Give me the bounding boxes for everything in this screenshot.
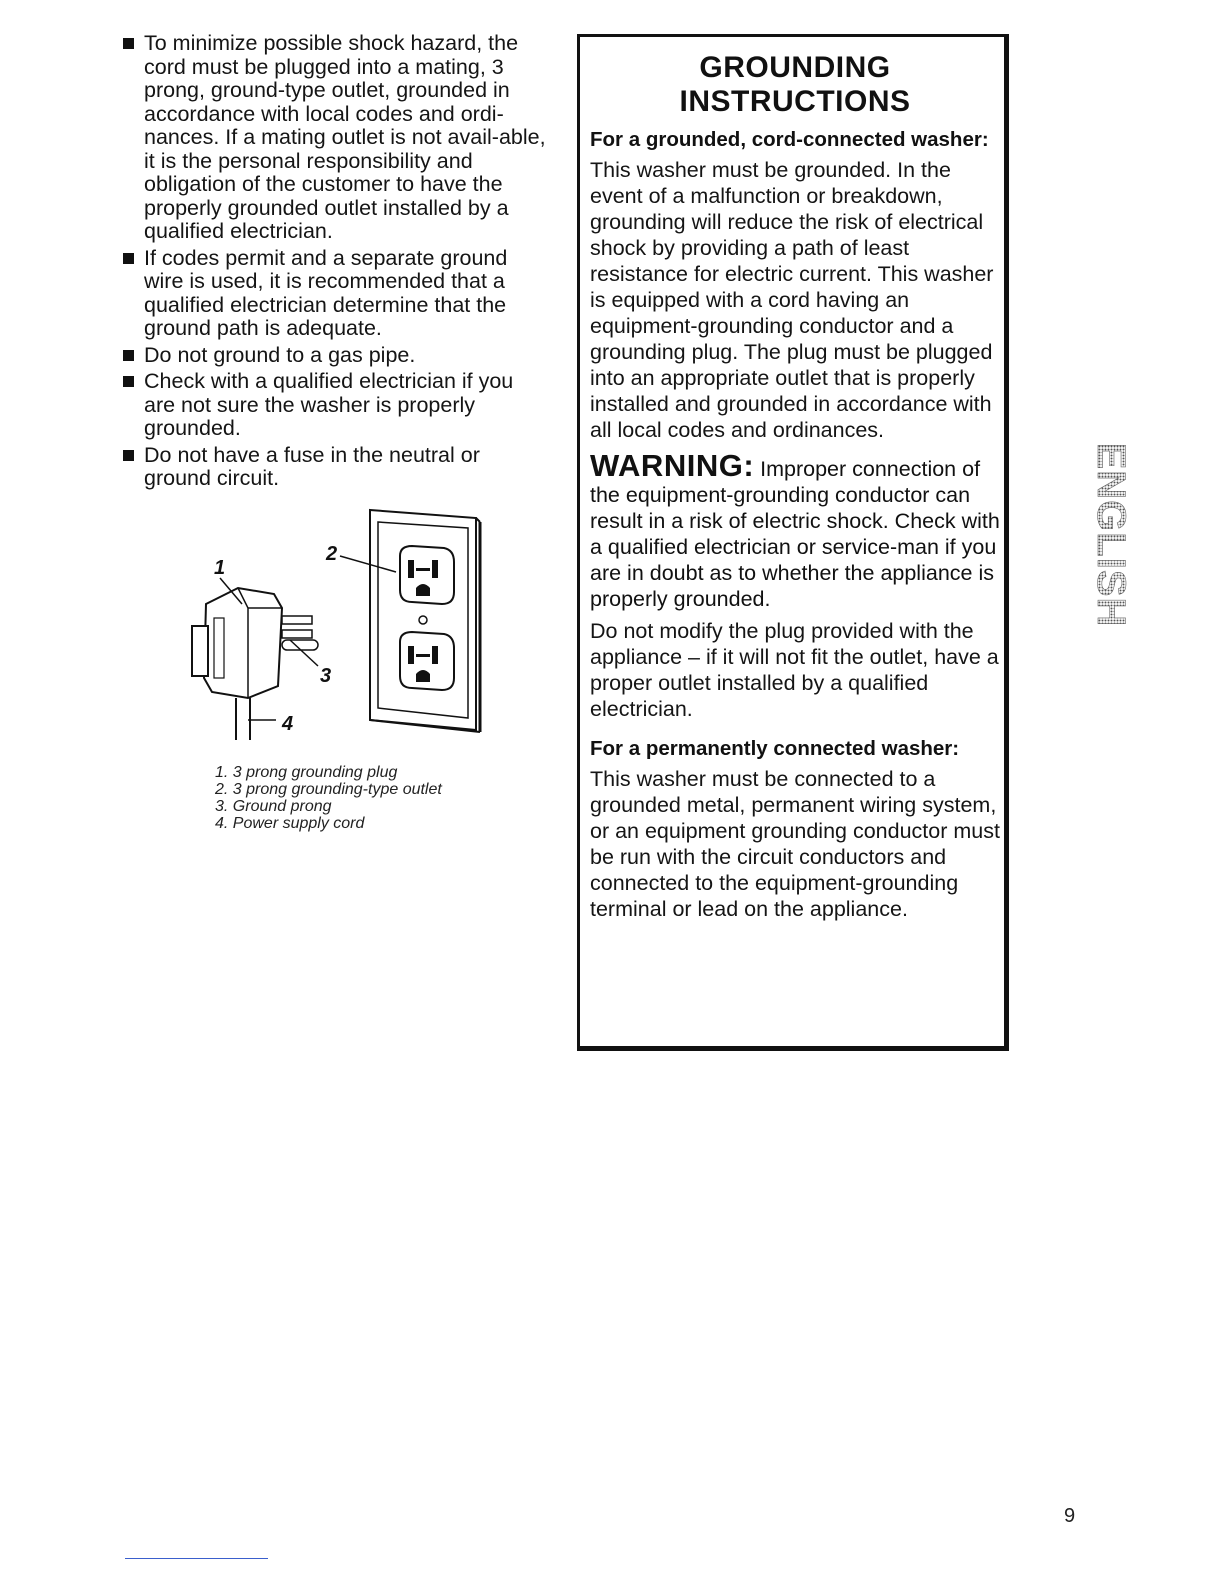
callout-3: 3 [320,665,332,687]
cord-connected-heading: For a grounded, cord-connected washer: [590,128,989,151]
language-side-tab [1068,420,1133,650]
bullet-square-icon [123,450,134,461]
callout-4: 4 [282,713,294,735]
safety-bullet-list [118,32,548,491]
bullet-text: Check with a qualified electrician if you are not sure the washer is properly grounded. [144,369,514,440]
bullet-square-icon [123,350,134,361]
english-tab-label [1068,420,1133,650]
outlet-wall-plate [370,510,480,732]
bullet-square-icon [123,253,134,264]
bullet-text: Do not ground to a gas pipe. [144,342,416,367]
caption-item: 2. 3 prong grounding-type outlet [215,781,442,798]
caption-item: 4. Power supply cord [215,815,365,832]
list-item [118,444,548,491]
callout-1: 1 [214,557,226,579]
permanent-connection-heading: For a permanently connected washer: [590,737,960,760]
grounding-instructions-box [577,34,1009,1051]
caption-item: 3. Ground prong [215,798,332,815]
english-tab-text: ENGLISH [1089,442,1133,628]
left-column [118,32,548,494]
bullet-text: If codes permit and a separate ground wire is used, it is recommended that a qualified electrician determine that the ground path is adequate. [144,245,508,340]
list-item [118,370,548,441]
list-item [118,344,548,368]
bullet-square-icon [123,38,134,49]
bullet-square-icon [123,376,134,387]
page-number: 9 [1064,1505,1076,1527]
callout-2: 2 [326,543,338,565]
modify-plug-text: Do not modify the plug provided with the appliance – if it will not fit the outlet, have a proper outlet installed by a qualified electrician. [590,619,999,721]
three-prong-plug [192,588,318,740]
power-supply-cord [236,698,250,740]
upper-receptacle [400,546,454,604]
bullet-text: To minimize possible shock hazard, the cord must be plugged into a mating, 3 prong, ground-type outlet, grounded in accordance with local codes and ordi-nances. If a mating outlet is not avail-able, it is the personal responsibility and obligation of the customer to have the properly grounded outlet installed by a qualified electrician. [144,31,546,243]
cord-connected-text: This washer must be grounded. In the event of a malfunction or breakdown, grounding will reduce the risk of electrical shock by providing a path of least resistance for electric current. This washer is equipped with a cord having an equipment-grounding conductor and a grounding plug. The plug must be plugged into an appropriate outlet that is properly installed and grounded in accordance with all local codes and ordinances. [590,158,994,442]
lower-receptacle [400,632,454,690]
box-title [590,51,1000,119]
box-title-line-2: INSTRUCTIONS [679,85,911,118]
warning-paragraph [590,448,1000,612]
permanent-connection-text: This washer must be connected to a grounded metal, permanent wiring system, or an equipment grounding conductor must be run with the circuit conductors and connected to the equipment-grounding terminal or lead on the appliance. [590,767,1000,921]
list-item [118,247,548,341]
warning-label: WARNING: [590,448,755,483]
plug-and-outlet-drawing [178,508,488,738]
figure-captions [215,764,442,832]
grounding-plug-illustration [178,508,488,738]
warning-text: Improper connection of the equipment-grounding conductor can result in a risk of electric shock. Check with a qualified electrician or service-man if you are in doubt as to whether the appliance is properly grounded. [590,457,1000,611]
caption-item: 1. 3 prong grounding plug [215,764,398,781]
bullet-text: Do not have a fuse in the neutral or ground circuit. [144,442,480,490]
list-item [118,32,548,244]
footer-rule [125,1558,268,1559]
box-title-line-1: GROUNDING [699,51,891,84]
